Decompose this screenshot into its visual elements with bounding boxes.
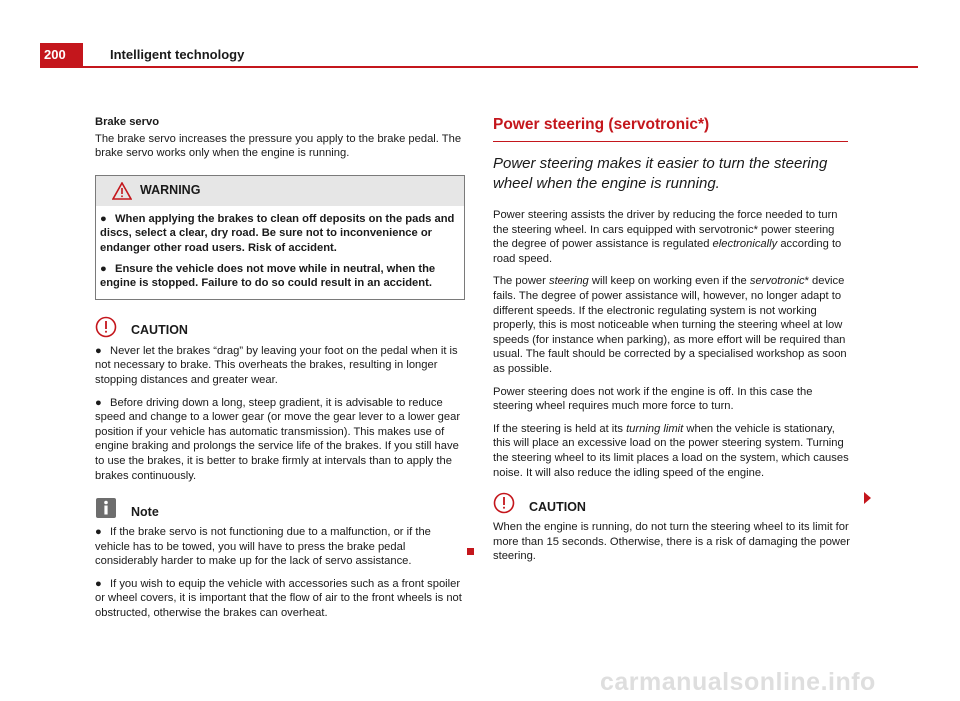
caution-text: When the engine is running, do not turn the steering wheel to its limit for more than 15 seconds. Otherwise, there is a risk of damaging the power steering. <box>493 521 850 563</box>
note-label: Note <box>131 504 159 519</box>
power-steering-title: Power steering (servotronic*) <box>493 116 710 133</box>
note-item: ● If the brake servo is not functioning due to a malfunction, or if the vehicle has to be towed, you will have to press the brake pedal considerably harder to make up for the lack of servo assistance. <box>95 526 431 568</box>
paragraph: Power steering does not work if the engine is off. In this case the steering wheel requires much more force to turn. <box>493 385 813 413</box>
right-column <box>493 115 850 572</box>
warning-triangle-icon <box>112 182 132 200</box>
warning-body <box>96 206 464 299</box>
left-column <box>95 115 465 629</box>
info-icon <box>95 497 117 519</box>
warning-label: WARNING <box>140 183 201 198</box>
watermark: carmanualsonline.info <box>600 668 876 696</box>
section-end-marker <box>467 548 474 555</box>
page-number: 200 <box>40 43 83 67</box>
caution-icon <box>95 316 117 338</box>
title-rule <box>493 141 848 142</box>
warning-item: ● When applying the brakes to clean off deposits on the pads and discs, select a clear, dry road. Be sure not to inconvenience or endanger other road users. Risk of accident. <box>100 212 455 254</box>
brake-servo-text: The brake servo increases the pressure you apply to the brake pedal. The brake servo works only when the engine is running. <box>95 132 462 160</box>
note-header <box>95 497 465 519</box>
power-steering-lead: Power steering makes it easier to turn the steering wheel when the engine is running. <box>493 155 828 192</box>
warning-header <box>96 176 464 206</box>
continue-arrow-icon <box>864 492 871 504</box>
brake-servo-title: Brake servo <box>95 116 160 128</box>
caution-label: CAUTION <box>131 323 188 338</box>
paragraph: Power steering assists the driver by reducing the force needed to turn the steering wheel. In cars equipped with servotronic* power steering the degree of power assistance is regulated electronically according to road speed. <box>493 209 842 265</box>
page-header-title: Intelligent technology <box>110 47 245 62</box>
warning-item: ● Ensure the vehicle does not move while in neutral, when the engine is stopped. Failure to do so could result in an accident. <box>100 262 436 290</box>
caution-item: ● Never let the brakes “drag” by leaving your foot on the pedal when it is not necessary to brake. This overheats the brakes, resulting in longer stopping distances and greater wear. <box>95 344 458 386</box>
caution-icon <box>493 492 515 514</box>
caution-item: ● Before driving down a long, steep gradient, it is advisable to reduce speed and change to a lower gear (or move the gear lever to a lower gear position if your vehicle has automatic transmission). This makes use of engine braking and prolongs the service life of the brakes. If you still have to use the brakes, it is better to brake firmly at intervals than to apply the brakes continuously. <box>95 396 461 482</box>
caution-label: CAUTION <box>529 499 586 514</box>
caution-header-right <box>493 492 850 514</box>
paragraph: If the steering is held at its turning limit when the vehicle is stationary, this will place an excessive load on the power steering system. Turning the steering wheel to its limit places a load on the system, which causes noise. It will also reduce the idling speed of the engine. <box>493 422 849 479</box>
note-item: ● If you wish to equip the vehicle with accessories such as a front spoiler or wheel covers, it is important that the flow of air to the front wheels is not obstructed, otherwise the brakes can overheat. <box>95 577 462 620</box>
caution-header <box>95 316 465 338</box>
warning-box <box>95 175 465 300</box>
header-rule <box>40 66 918 68</box>
paragraph: The power steering will keep on working even if the servotronic* device fails. The degree of power assistance will, however, no longer adapt to different speeds. If the electronic regulating system is not working properly, this is most noticeable when turning the steering wheel at low speeds (for instance when parking), as more effort will be required than usual. The fault should be corrected by a specialised workshop as soon as possible. <box>493 275 847 375</box>
